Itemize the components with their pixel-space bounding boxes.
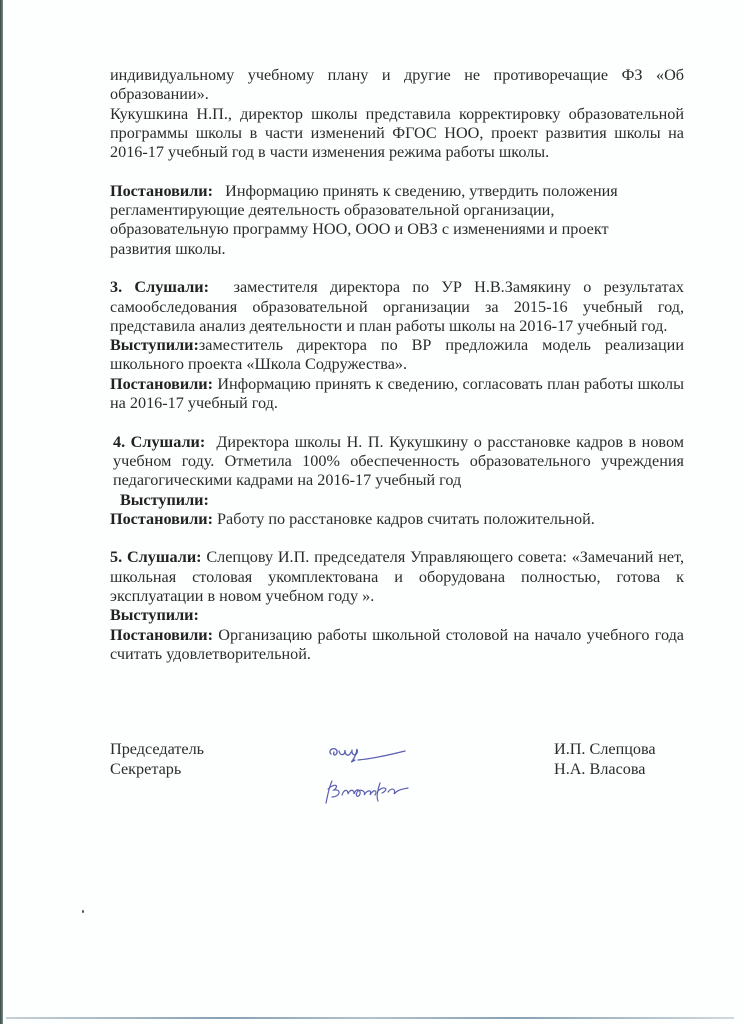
agenda-item-4 bbox=[110, 433, 684, 529]
scan-left-edge bbox=[0, 0, 3, 1024]
spoke-label: Выступили: bbox=[120, 490, 209, 509]
decided-text: Работу по расстановке кадров считать положительной. bbox=[217, 509, 595, 528]
secretary-title: Секретарь bbox=[110, 760, 182, 778]
spoke-label: Выступили: bbox=[110, 606, 199, 625]
director-report-paragraph: Кукушкина Н.П., директор школы представила корректировку образовательной программы школы в части изменений ФГОС НОО, проект развития школы на 2016-17 учебный год в части изменения режима работы школы. bbox=[110, 104, 684, 162]
secretary-signature bbox=[318, 775, 428, 809]
decided-label: Постановили: bbox=[110, 625, 213, 644]
item2-decision bbox=[110, 182, 684, 259]
chair-name: И.П. Слепцова bbox=[554, 740, 656, 758]
spoke-text: заместитель директора по ВР предложила модель реализации школьного проекта «Школа Содружества». bbox=[110, 336, 684, 374]
continuation-paragraph: индивидуальному учебному плану и другие не противоречащие ФЗ «Об образовании». bbox=[110, 66, 684, 104]
secretary-name: Н.А. Власова bbox=[554, 760, 646, 778]
chair-signature bbox=[325, 740, 415, 768]
heard-label: 4. Слушали: bbox=[113, 432, 206, 451]
decided-text: Организацию работы школьной столовой на начало учебного года считать удовлетворительной. bbox=[110, 625, 684, 663]
decided-label: Постановили: bbox=[110, 509, 213, 528]
decision-line: развития школы. bbox=[110, 239, 226, 258]
agenda-item-3 bbox=[110, 278, 684, 413]
decided-label: Постановили: bbox=[110, 374, 213, 393]
heard-text: Слепцову И.П. председателя Управляющего совета: «Замечаний нет, школьная столовая укомплектована и оборудована полностью, готова к эксплуатации в новом учебном году ». bbox=[110, 548, 685, 606]
decision-line: регламентирующие деятельность образовательной организации, bbox=[110, 201, 555, 220]
chair-title: Председатель bbox=[110, 740, 205, 758]
document-body bbox=[110, 66, 684, 664]
decision-line: образовательную программу НОО, ООО и ОВЗ с изменениями и проект bbox=[110, 220, 609, 239]
decided-label: Постановили: bbox=[110, 181, 213, 200]
spoke-label: Выступили: bbox=[110, 336, 199, 355]
heard-text: заместителя директора по УР Н.В.Замякину о результатах самообследования образовательной организации за 2015-16 учебный год, представила анализ деятельности и план работы школы на 2016-17 учебный год. bbox=[110, 278, 684, 335]
heard-label: 3. Слушали: bbox=[110, 278, 209, 297]
agenda-item-5 bbox=[110, 548, 684, 664]
heard-label: 5. Слушали: bbox=[110, 548, 202, 567]
scan-bottom-edge bbox=[6, 1017, 734, 1019]
heard-text: Директора школы Н. П. Кукушкину о расстановке кадров в новом учебном году. Отметила 100% обеспеченность образовательного учреждения педагогическими кадрами на 2016-17 учебный год bbox=[113, 432, 684, 490]
decided-text: Информацию принять к сведению, согласовать план работы школы на 2016-17 учебный год. bbox=[110, 374, 684, 413]
decision-line: Информацию принять к сведению, утвердить положения bbox=[225, 181, 618, 200]
scan-speck bbox=[82, 910, 84, 913]
